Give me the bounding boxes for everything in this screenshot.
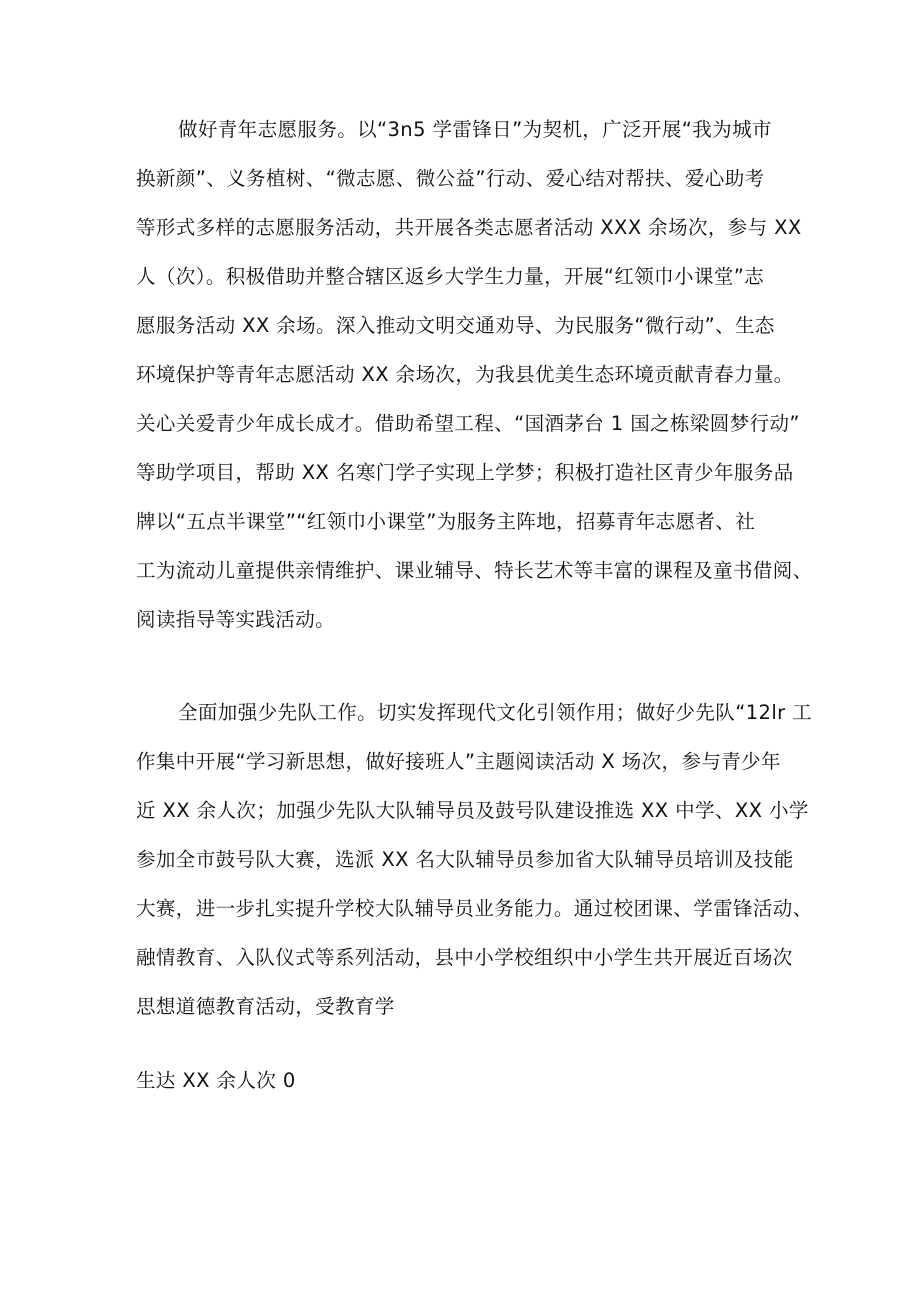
- paragraph-1-line-6: 环境保护等青年志愿活动 XX 余场次，为我县优美生态环境贡献青春力量。: [136, 363, 794, 386]
- paragraph-1-line-1: 做好青年志愿服务。以“3n5 学雷锋日”为契机，广泛开展“我为城市: [178, 118, 772, 141]
- paragraph-2-line-2: 作集中开展“学习新思想，做好接班人”主题阅读活动 X 场次，参与青少年: [136, 750, 781, 773]
- paragraph-2-line-6: 融情教育、入队仪式等系列活动，县中小学校组织中小学生共开展近百场次: [136, 946, 793, 969]
- paragraph-1-line-10: 工为流动儿童提供亲情维护、课业辅导、特长艺术等丰富的课程及童书借阅、: [136, 559, 813, 582]
- paragraph-2-line-1: 全面加强少先队工作。切实发挥现代文化引领作用；做好少先队“12lr 工: [178, 701, 813, 724]
- paragraph-2-line-3: 近 XX 余人次；加强少先队大队辅导员及鼓号队建设推选 XX 中学、XX 小学: [136, 799, 809, 822]
- paragraph-2-line-7: 思想道德教育活动，受教育学: [136, 995, 395, 1018]
- paragraph-3-line-1: 生达 XX 余人次 0: [136, 1069, 296, 1092]
- paragraph-2-line-4: 参加全市鼓号队大赛，选派 XX 名大队辅导员参加省大队辅导员培训及技能: [136, 848, 794, 871]
- paragraph-1-line-5: 愿服务活动 XX 余场。深入推动文明交通劝导、为民服务“微行动”、生态: [136, 314, 775, 337]
- paragraph-1-line-3: 等形式多样的志愿服务活动，共开展各类志愿者活动 XXX 余场次，参与 XX: [136, 216, 802, 239]
- paragraph-1-line-4: 人（次）。积极借助并整合辖区返乡大学生力量，开展“红领巾小课堂”志: [136, 265, 765, 288]
- paragraph-1-line-2: 换新颜”、义务植树、“微志愿、微公益”行动、爱心结对帮扶、爱心助考: [136, 167, 765, 190]
- paragraph-2-line-5: 大赛，进一步扎实提升学校大队辅导员业务能力。通过校团课、学雷锋活动、: [136, 897, 813, 920]
- paragraph-1-line-11: 阅读指导等实践活动。: [136, 608, 336, 631]
- paragraph-1-line-8: 等助学项目，帮助 XX 名寒门学子实现上学梦；积极打造社区青少年服务品: [136, 461, 794, 484]
- paragraph-1-line-7: 关心关爱青少年成长成才。借助希望工程、“国酒茅台 1 国之栋梁圆梦行动”: [136, 412, 800, 435]
- paragraph-1-line-9: 牌以“五点半课堂”“红领巾小课堂”为服务主阵地，招募青年志愿者、社: [136, 510, 756, 533]
